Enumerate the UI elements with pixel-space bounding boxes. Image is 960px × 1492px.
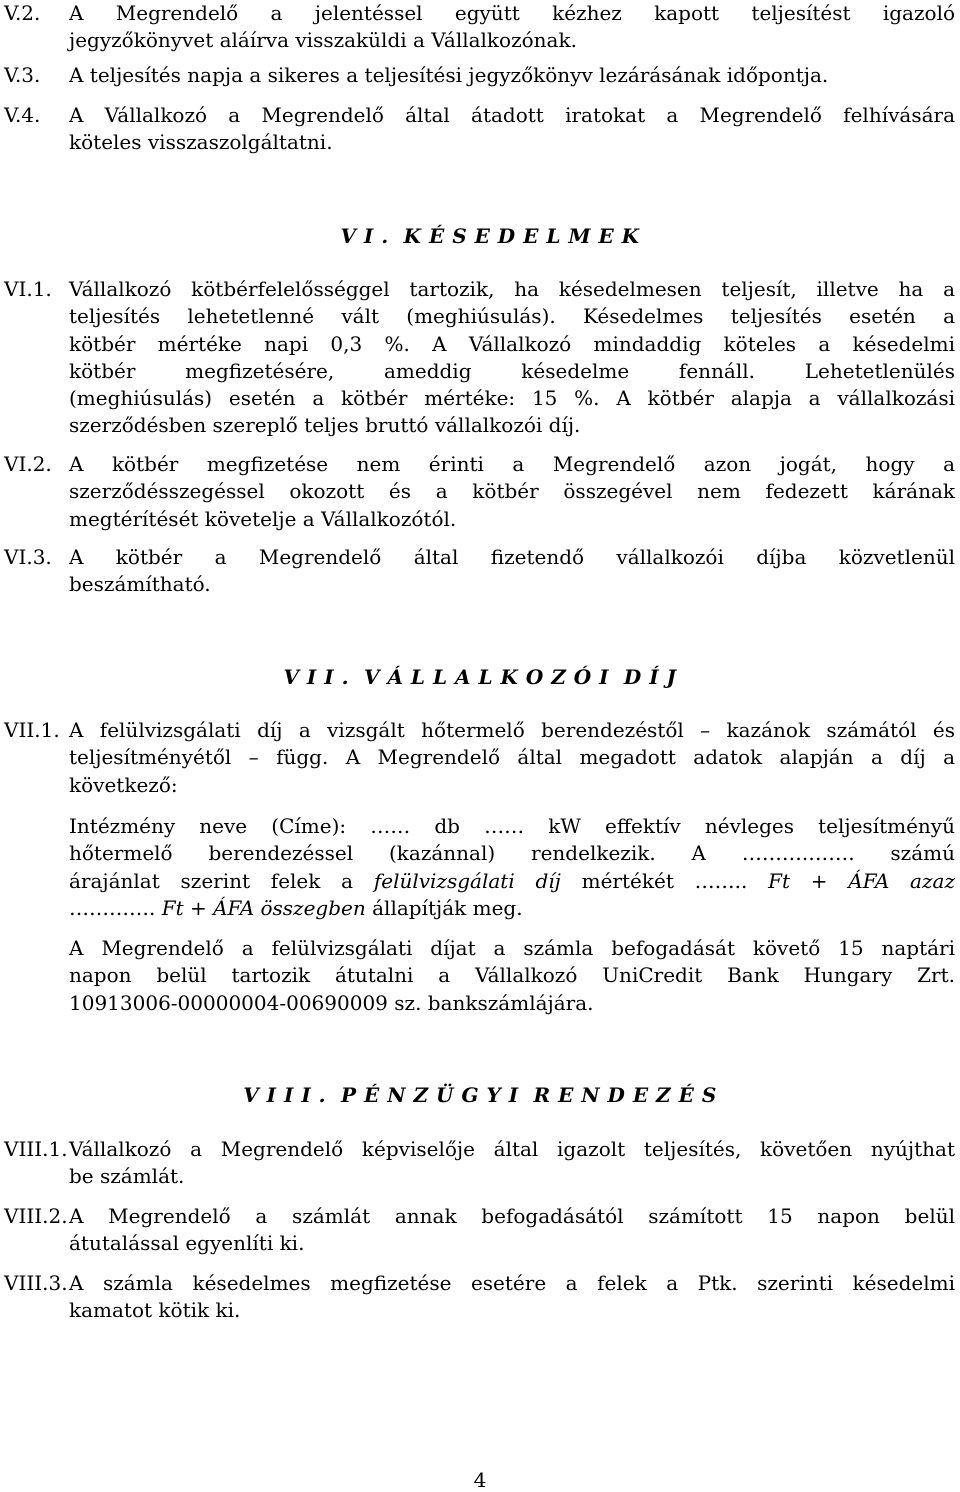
clause-text: A Megrendelő a jelentéssel együtt kézhez kapott teljesítést igazoló <box>69 1 955 25</box>
text-line: kamatot kötik ki. <box>69 1298 241 1323</box>
text-line: be számlát. <box>69 1164 185 1189</box>
section-heading-vii: V I I . V Á L L A L K O Z Ó I D Í J <box>283 665 677 689</box>
clause-number: VI.3. <box>4 545 52 569</box>
text-line: szerződésszegéssel okozott és a kötbér összegével nem fedezett kárának <box>69 479 955 504</box>
text-line <box>4 1270 955 1297</box>
clause-number: VIII.3. <box>4 1271 68 1295</box>
text-segment: …………. <box>69 895 162 920</box>
text-line: jegyzőkönyvet aláírva visszaküldi a Vállalkozónak. <box>69 28 577 53</box>
text-segment: mértékét …….. <box>560 868 769 893</box>
text-line: következő: <box>69 772 178 797</box>
clause-text: A felülvizsgálati díj a vizsgált hőtermelő berendezéstől – kazánok számától és <box>69 718 955 742</box>
clause-v-2 <box>4 0 955 55</box>
clause-text: A Megrendelő a számlát annak befogadásától számított 15 napon belül <box>69 1204 955 1228</box>
italic-text-segment: Ft + ÁFA összegben <box>161 895 366 920</box>
clause-number: V.2. <box>4 1 41 25</box>
clause-number: V.4. <box>4 103 41 127</box>
clause-number: VII.1. <box>4 718 60 742</box>
text-line <box>4 0 955 27</box>
text-line <box>4 1136 955 1163</box>
clause-vii-1 <box>4 717 955 799</box>
italic-text-segment: felülvizsgálati díj <box>373 868 561 893</box>
text-line: beszámítható. <box>69 572 211 597</box>
text-line: köteles visszaszolgáltatni. <box>69 130 333 155</box>
text-line <box>4 62 955 89</box>
clause-viii-1 <box>4 1136 955 1191</box>
fee-details-paragraph <box>69 813 955 922</box>
clause-vi-2 <box>4 451 955 533</box>
text-segment: árajánlat szerint felek a <box>69 868 374 893</box>
clause-vi-3 <box>4 544 955 599</box>
section-heading-vi: V I . K É S E D E L M E K <box>340 224 640 248</box>
text-line <box>4 451 955 478</box>
text-line <box>4 544 955 571</box>
clause-text: A Vállalkozó a Megrendelő által átadott iratokat a Megrendelő felhívására <box>69 103 955 127</box>
clause-text: Vállalkozó a Megrendelő képviselője által igazolt teljesítés, követően nyújthat <box>69 1137 955 1161</box>
payment-paragraph <box>69 935 955 1017</box>
text-line: kötbér megfizetésére, ameddig késedelme fennáll. Lehetetlenülés <box>69 358 955 383</box>
clause-vi-1 <box>4 276 955 440</box>
clause-text: A teljesítés napja a sikeres a teljesítési jegyzőkönyv lezárásának időpontja. <box>69 63 829 87</box>
clause-number: VI.2. <box>4 452 52 476</box>
section-heading-viii: V I I I . P É N Z Ü G Y I R E N D E Z É S <box>243 1083 717 1107</box>
text-line: szerződésben szereplő teljes bruttó vállalkozói díj. <box>69 413 581 438</box>
text-line <box>4 102 955 129</box>
text-line <box>69 895 955 922</box>
clause-number: VIII.2. <box>4 1204 68 1228</box>
text-line <box>4 717 955 744</box>
text-line <box>4 1203 955 1230</box>
text-line: (meghiúsulás) esetén a kötbér mértéke: 15 %. A kötbér alapja a vállalkozási <box>69 386 955 411</box>
clause-viii-2 <box>4 1203 955 1258</box>
text-line: 10913006-00000004-00690009 sz. bankszámlájára. <box>69 990 594 1015</box>
clause-text: A kötbér megfizetése nem érinti a Megrendelő azon jogát, hogy a <box>69 452 955 476</box>
clause-number: V.3. <box>4 63 41 87</box>
clause-v-4 <box>4 102 955 157</box>
clause-v-3 <box>4 62 955 89</box>
text-line: hőtermelő berendezéssel (kazánnal) rendelkezik. A ……….……. számú <box>69 841 955 866</box>
text-line: átutalással egyenlíti ki. <box>69 1231 305 1256</box>
text-line: teljesítményétől – függ. A Megrendelő által megadott adatok alapján a díj a <box>69 745 955 770</box>
text-line: megtérítését követelje a Vállalkozótól. <box>69 506 457 531</box>
clause-viii-3 <box>4 1270 955 1325</box>
clause-text: A kötbér a Megrendelő által fizetendő vállalkozói díjba közvetlenül <box>69 545 955 569</box>
page-number: 4 <box>473 1468 487 1492</box>
text-line: A Megrendelő a felülvizsgálati díjat a számla befogadását követő 15 naptári <box>69 936 955 960</box>
clause-text: Vállalkozó kötbérfelelősséggel tartozik, ha késedelmesen teljesít, illetve ha a <box>69 277 955 301</box>
text-line: Intézmény neve (Címe): …… db …… kW effektív névleges teljesítményű <box>69 814 955 838</box>
text-line <box>69 868 955 895</box>
italic-text-segment: Ft + ÁFA azaz <box>768 868 955 893</box>
text-segment: állapítják meg. <box>365 895 523 920</box>
clause-number: VI.1. <box>4 277 52 301</box>
text-line: napon belül tartozik átutalni a Vállalkozó UniCredit Bank Hungary Zrt. <box>69 963 955 988</box>
text-line: teljesítés lehetetlenné vált (meghiúsulás). Késedelmes teljesítés esetén a <box>69 304 955 329</box>
clause-number: VIII.1. <box>4 1137 68 1161</box>
text-line <box>4 276 955 303</box>
text-line: kötbér mértéke napi 0,3 %. A Vállalkozó mindaddig köteles a késedelmi <box>69 331 955 356</box>
clause-text: A számla késedelmes megfizetése esetére a felek a Ptk. szerinti késedelmi <box>69 1271 955 1295</box>
